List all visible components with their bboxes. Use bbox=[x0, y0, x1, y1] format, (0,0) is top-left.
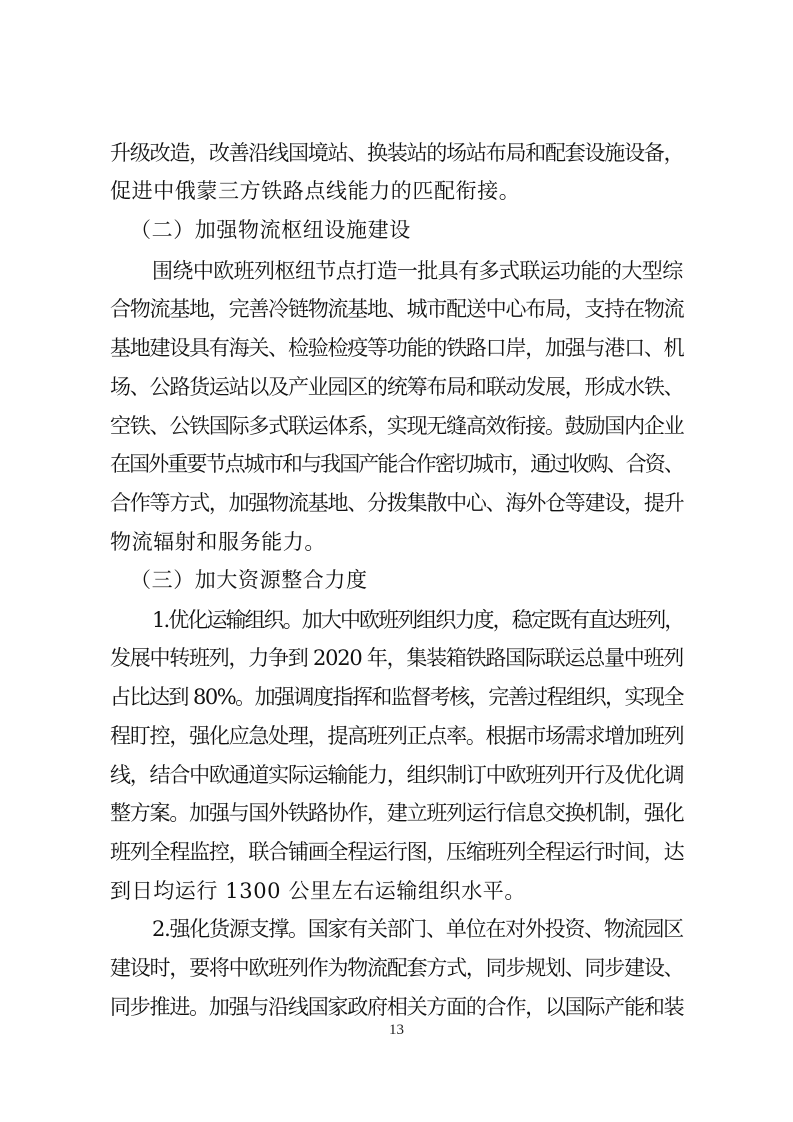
text-line: 促进中俄蒙三方铁路点线能力的匹配衔接。 bbox=[110, 179, 521, 203]
text-line: 基地建设具有海关、检验检疫等功能的铁路口岸，加强与港口、机 bbox=[110, 336, 684, 360]
text-line: 2.强化货源支撑。国家有关部门、单位在对外投资、物流园区 bbox=[152, 917, 683, 941]
text-line: 合作等方式，加强物流基地、分拨集散中心、海外仓等建设，提升 bbox=[110, 491, 684, 515]
text-line: 空铁、公铁国际多式联运体系，实现无缝高效衔接。鼓励国内企业 bbox=[110, 414, 684, 438]
text-line: 发展中转班列，力争到 2020 年，集装箱铁路国际联运总量中班列 bbox=[110, 646, 683, 670]
page-number: 13 bbox=[389, 1022, 404, 1038]
text-line: 物流辐射和服务能力。 bbox=[110, 530, 326, 554]
text-line: 合物流基地，完善冷链物流基地、城市配送中心布局，支持在物流 bbox=[110, 297, 684, 321]
text-line: 线，结合中欧通道实际运输能力，组织制订中欧班列开行及优化调 bbox=[110, 763, 684, 787]
text-line: 建设时，要将中欧班列作为物流配套方式，同步规划、同步建设、 bbox=[110, 956, 684, 980]
text-line: 升级改造，改善沿线国境站、换装站的场站布局和配套设施设备， bbox=[110, 141, 684, 165]
text-line: 占比达到 80%。加强调度指挥和监督考核，完善过程组织，实现全 bbox=[110, 685, 683, 709]
section-heading: （二）加强物流枢纽设施建设 bbox=[130, 218, 411, 242]
text-line: 同步推进。加强与沿线国家政府相关方面的合作，以国际产能和装 bbox=[110, 995, 684, 1019]
text-line: 在国外重要节点城市和与我国产能合作密切城市，通过收购、合资、 bbox=[110, 452, 683, 476]
text-line: 场、公路货运站以及产业园区的统筹布局和联动发展，形成水铁、 bbox=[110, 375, 684, 399]
text-line: 班列全程监控，联合铺画全程运行图，压缩班列全程运行时间，达 bbox=[110, 840, 684, 864]
text-line: 整方案。加强与国外铁路协作，建立班列运行信息交换机制，强化 bbox=[110, 801, 684, 825]
text-line: 程盯控，强化应急处理，提高班列正点率。根据市场需求增加班列 bbox=[110, 724, 684, 748]
text-line: 围绕中欧班列枢纽节点打造一批具有多式联运功能的大型综 bbox=[152, 259, 683, 283]
section-heading: （三）加大资源整合力度 bbox=[130, 568, 368, 592]
text-line: 到日均运行 1300 公里左右运输组织水平。 bbox=[110, 879, 526, 903]
text-line: 1.优化运输组织。加大中欧班列组织力度，稳定既有直达班列， bbox=[152, 608, 684, 632]
